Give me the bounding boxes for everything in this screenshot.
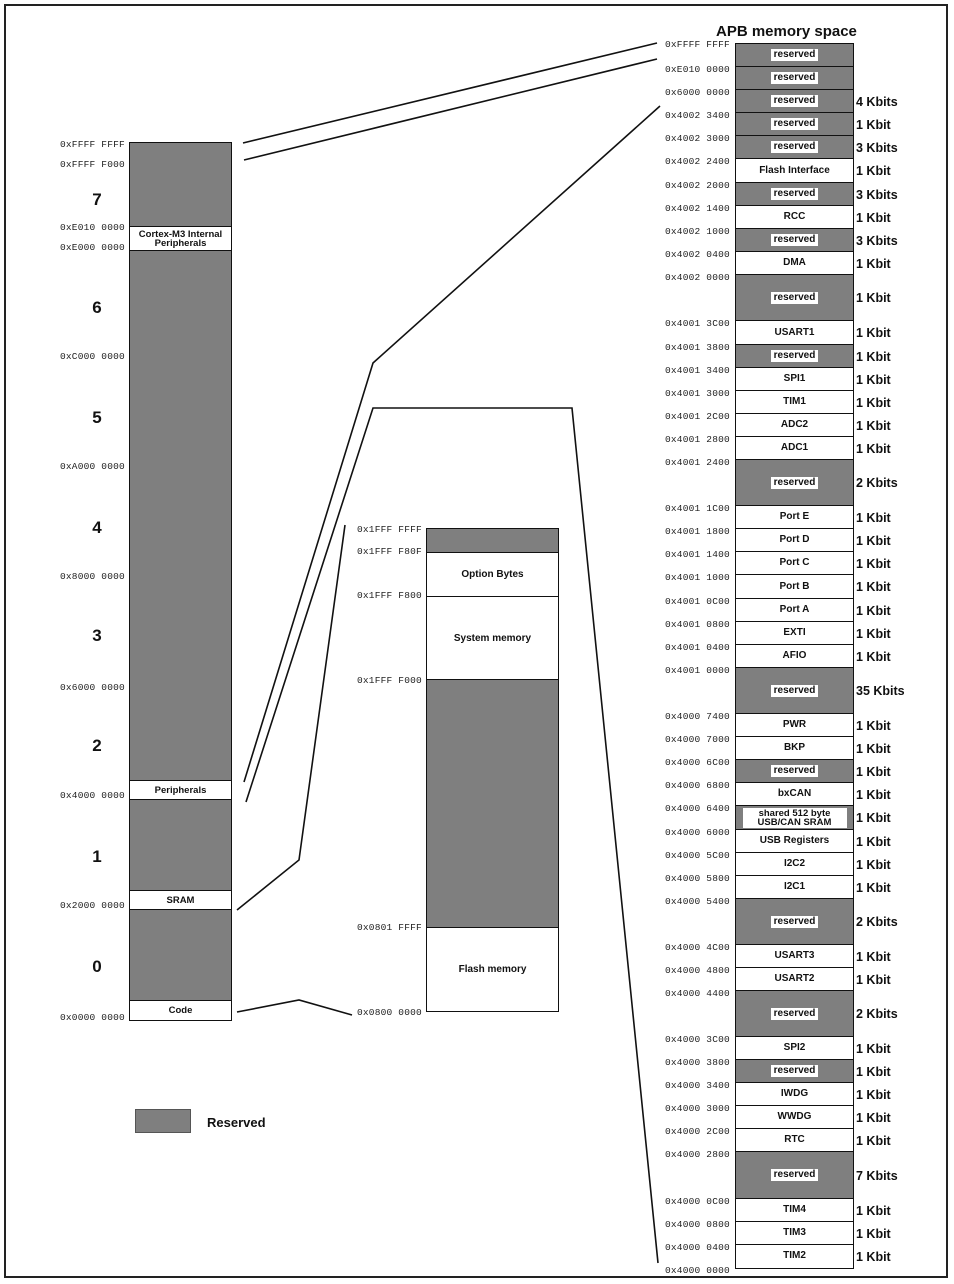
- apb-block-iwdg: [735, 1082, 854, 1107]
- region-number-0: 0: [92, 957, 102, 976]
- apb-block-label: Port B: [779, 580, 810, 592]
- apb-block-label: TIM4: [783, 1204, 806, 1216]
- apb-block-size: 1 Kbit: [856, 418, 891, 433]
- apb-block-size: 1 Kbit: [856, 1249, 891, 1264]
- apb-address-label: 0x4002 2000: [665, 180, 730, 191]
- region-number-2: 2: [92, 736, 102, 755]
- apb-address-label: 0x4001 1C00: [665, 503, 730, 514]
- apb-address-label: 0x4000 5800: [665, 873, 730, 884]
- apb-block-afio: [735, 644, 854, 669]
- apb-block-reserved: [735, 43, 854, 68]
- main-address-label: 0xE010 0000: [60, 222, 125, 233]
- connector-code: [237, 1000, 352, 1015]
- apb-address-label: 0x4001 3000: [665, 388, 730, 399]
- apb-block-label: I2C1: [783, 881, 806, 893]
- main-address-label: 0xFFFF F000: [60, 159, 125, 170]
- apb-block-label: reserved: [771, 188, 819, 200]
- apb-block-label: AFIO: [782, 650, 807, 662]
- apb-block-reserved: [735, 135, 854, 160]
- apb-block-label: RCC: [783, 211, 806, 223]
- apb-block-size: 1 Kbit: [856, 880, 891, 895]
- apb-block-reserved: [735, 459, 854, 507]
- apb-block-size: 1 Kbit: [856, 164, 891, 178]
- apb-block-reserved: [735, 89, 854, 114]
- apb-block-reserved: [735, 344, 854, 369]
- apb-block-dma: [735, 251, 854, 276]
- apb-address-label: 0x4001 0400: [665, 642, 730, 653]
- apb-block-label: USART1: [774, 326, 815, 338]
- apb-address-label: 0x4001 1400: [665, 549, 730, 560]
- apb-block-size: 1 Kbit: [856, 603, 891, 618]
- apb-block-usart1: [735, 320, 854, 346]
- apb-block-size: 3 Kbits: [856, 140, 898, 155]
- apb-block-label: reserved: [771, 1008, 819, 1020]
- apb-address-label: 0x4002 3400: [665, 110, 730, 121]
- apb-block-label: reserved: [771, 141, 819, 153]
- apb-address-label: 0x4000 3400: [665, 1080, 730, 1091]
- apb-block-size: 1 Kbit: [856, 811, 891, 825]
- region-number-5: 5: [92, 408, 102, 427]
- main-address-label: 0x8000 0000: [60, 571, 125, 582]
- apb-address-label: 0x4002 1400: [665, 203, 730, 214]
- apb-block-label: Port A: [779, 604, 810, 616]
- apb-block-label: reserved: [771, 72, 819, 84]
- apb-block-rcc: [735, 205, 854, 230]
- apb-block-shared-512-byte-usb-can-sram: [735, 805, 854, 831]
- apb-block-label: ADC2: [780, 419, 809, 431]
- apb-block-size: 1 Kbit: [856, 395, 891, 410]
- apb-address-label: 0x4001 0C00: [665, 596, 730, 607]
- apb-block-flash-interface: [735, 158, 854, 184]
- apb-block-label: I2C2: [783, 858, 806, 870]
- sram-label: SRAM: [166, 894, 195, 906]
- apb-block-size: 1 Kbit: [856, 1064, 891, 1079]
- code-addr-1fffffff: 0x1FFF FFFF: [357, 524, 422, 535]
- main-address-label: 0xC000 0000: [60, 351, 125, 362]
- apb-address-label: 0x4001 2400: [665, 457, 730, 468]
- apb-address-label: 0x4000 7400: [665, 711, 730, 722]
- code-block-flash-memory: [426, 927, 559, 1012]
- apb-block-tim3: [735, 1221, 854, 1246]
- code-addr-1ffff800: 0x1FFF F800: [357, 590, 422, 601]
- code-reserved-top: [426, 528, 559, 554]
- main-reserved-lower: [129, 909, 232, 1002]
- apb-address-label: 0x4000 7000: [665, 734, 730, 745]
- apb-block-reserved: [735, 898, 854, 946]
- apb-block-spi2: [735, 1036, 854, 1061]
- apb-block-size: 1 Kbit: [856, 834, 891, 849]
- main-reserved-middle: [129, 799, 232, 892]
- region-number-7: 7: [92, 190, 102, 209]
- apb-block-label: USB Registers: [759, 835, 830, 847]
- apb-block-tim4: [735, 1198, 854, 1223]
- main-address-label: 0x2000 0000: [60, 900, 125, 911]
- main-block-cortex-m3-peripherals: [129, 226, 232, 252]
- apb-block-size: 1 Kbit: [856, 1087, 891, 1102]
- apb-block-reserved: [735, 112, 854, 137]
- apb-block-label: DMA: [783, 257, 806, 269]
- main-address-label: 0xA000 0000: [60, 461, 125, 472]
- apb-block-size: 1 Kbit: [856, 533, 891, 548]
- apb-block-label: bxCAN: [777, 788, 812, 800]
- flash-memory-label: Flash memory: [458, 963, 527, 975]
- apb-address-label: 0x4000 2800: [665, 1149, 730, 1160]
- apb-address-label: 0x4000 4800: [665, 965, 730, 976]
- apb-address-label: 0x4002 0000: [665, 272, 730, 283]
- apb-address-label: 0x4000 5400: [665, 896, 730, 907]
- main-block-code: [129, 1000, 232, 1021]
- apb-block-adc1: [735, 436, 854, 461]
- apb-block-port-e: [735, 505, 854, 530]
- apb-address-label: 0xE010 0000: [665, 64, 730, 75]
- connector-top-1: [243, 43, 657, 143]
- apb-address-label: 0x4000 4C00: [665, 942, 730, 953]
- code-addr-1ffff000: 0x1FFF F000: [357, 675, 422, 686]
- apb-block-size: 3 Kbits: [856, 233, 898, 248]
- apb-block-label: reserved: [771, 765, 819, 777]
- apb-block-port-a: [735, 598, 854, 623]
- apb-block-i2c2: [735, 852, 854, 877]
- apb-block-bxcan: [735, 782, 854, 807]
- apb-block-label: USART3: [774, 950, 815, 962]
- apb-block-size: 2 Kbits: [856, 1007, 898, 1021]
- apb-address-label: 0x4000 5C00: [665, 850, 730, 861]
- system-memory-label: System memory: [453, 632, 532, 644]
- apb-block-reserved: [735, 759, 854, 784]
- apb-block-size: 7 Kbits: [856, 1168, 898, 1183]
- legend-reserved-label: Reserved: [207, 1115, 266, 1130]
- apb-block-pwr: [735, 713, 854, 738]
- apb-block-label: reserved: [771, 234, 819, 246]
- region-number-6: 6: [92, 298, 102, 317]
- apb-block-label: reserved: [771, 1065, 819, 1077]
- code-addr-1ffff80f: 0x1FFF F80F: [357, 546, 422, 557]
- apb-block-label: reserved: [771, 292, 819, 304]
- apb-block-label: TIM2: [783, 1250, 806, 1262]
- apb-block-reserved: [735, 667, 854, 715]
- apb-block-port-c: [735, 551, 854, 576]
- apb-address-label: 0x4002 2400: [665, 156, 730, 167]
- apb-block-size: 1 Kbit: [856, 718, 891, 733]
- apb-address-label: 0x4000 0000: [665, 1265, 730, 1276]
- apb-address-label: 0x4001 3400: [665, 365, 730, 376]
- apb-block-size: 1 Kbit: [856, 372, 891, 387]
- apb-address-label: 0x4001 2C00: [665, 411, 730, 422]
- apb-title: APB memory space: [716, 23, 857, 40]
- apb-block-label: reserved: [771, 118, 819, 130]
- apb-block-label: RTC: [784, 1134, 805, 1146]
- apb-block-label: Port D: [779, 534, 810, 546]
- apb-address-label: 0x4001 3C00: [665, 318, 730, 329]
- apb-address-label: 0x4001 1000: [665, 572, 730, 583]
- apb-block-usb-registers: [735, 829, 854, 854]
- apb-block-tim1: [735, 390, 854, 415]
- apb-block-spi1: [735, 367, 854, 392]
- apb-block-exti: [735, 621, 854, 646]
- apb-address-label: 0x4001 0000: [665, 665, 730, 676]
- apb-block-usart2: [735, 967, 854, 992]
- apb-address-label: 0x4000 0400: [665, 1242, 730, 1253]
- apb-address-label: 0x4002 0400: [665, 249, 730, 260]
- apb-block-size: 1 Kbit: [856, 510, 891, 525]
- apb-address-label: 0xFFFF FFFF: [665, 39, 730, 50]
- apb-block-label: reserved: [771, 95, 819, 107]
- apb-block-label: ADC1: [780, 442, 809, 454]
- apb-block-reserved: [735, 66, 854, 91]
- apb-block-label: reserved: [771, 49, 819, 61]
- apb-address-label: 0x4000 3C00: [665, 1034, 730, 1045]
- apb-block-label: PWR: [782, 719, 807, 731]
- apb-block-size: 1 Kbit: [856, 441, 891, 456]
- apb-address-label: 0x4000 2C00: [665, 1126, 730, 1137]
- apb-block-label: reserved: [771, 685, 819, 697]
- apb-address-label: 0x4002 1000: [665, 226, 730, 237]
- apb-block-label: BKP: [783, 742, 806, 754]
- apb-address-label: 0x4000 6000: [665, 827, 730, 838]
- apb-address-label: 0x4000 3000: [665, 1103, 730, 1114]
- main-block-sram: [129, 890, 232, 911]
- apb-block-size: 1 Kbit: [856, 349, 891, 364]
- code-label: Code: [168, 1004, 193, 1016]
- code-reserved-middle: [426, 679, 559, 929]
- code-block-system-memory: [426, 596, 559, 681]
- apb-block-port-d: [735, 528, 854, 553]
- apb-block-size: 1 Kbit: [856, 649, 891, 664]
- apb-block-label: IWDG: [780, 1088, 809, 1100]
- apb-address-label: 0x4001 1800: [665, 526, 730, 537]
- apb-block-label: Port E: [779, 511, 810, 523]
- main-reserved-upper: [129, 250, 232, 782]
- legend-reserved-swatch: [135, 1109, 191, 1133]
- apb-block-label: reserved: [771, 1169, 819, 1181]
- code-block-option-bytes: [426, 552, 559, 598]
- region-number-1: 1: [92, 847, 102, 866]
- apb-block-size: 1 Kbit: [856, 326, 891, 340]
- apb-address-label: 0x4002 3000: [665, 133, 730, 144]
- peripherals-label: Peripherals: [154, 784, 207, 796]
- apb-address-label: 0x4000 6C00: [665, 757, 730, 768]
- apb-address-label: 0x4000 3800: [665, 1057, 730, 1068]
- apb-block-size: 1 Kbit: [856, 764, 891, 779]
- code-addr-0801ffff: 0x0801 FFFF: [357, 922, 422, 933]
- option-bytes-label: Option Bytes: [461, 569, 524, 580]
- apb-block-reserved: [735, 1059, 854, 1084]
- apb-block-label: Port C: [779, 557, 810, 569]
- apb-address-label: 0x4001 2800: [665, 434, 730, 445]
- apb-block-label: WWDG: [777, 1111, 812, 1123]
- apb-block-label: USART2: [774, 973, 815, 985]
- apb-block-wwdg: [735, 1105, 854, 1130]
- main-address-label: 0xE000 0000: [60, 242, 125, 253]
- apb-block-rtc: [735, 1128, 854, 1153]
- apb-block-usart3: [735, 944, 854, 969]
- cortex-label: Cortex-M3 Internal Peripherals: [138, 228, 223, 249]
- apb-block-size: 1 Kbit: [856, 626, 891, 641]
- apb-block-label: EXTI: [783, 627, 806, 639]
- apb-block-reserved: [735, 990, 854, 1038]
- apb-block-size: 4 Kbits: [856, 94, 898, 109]
- apb-block-reserved: [735, 274, 854, 322]
- apb-block-size: 1 Kbit: [856, 1226, 891, 1241]
- apb-block-reserved: [735, 182, 854, 207]
- main-address-label: 0x0000 0000: [60, 1012, 125, 1023]
- apb-block-label: shared 512 byte USB/CAN SRAM: [743, 808, 847, 828]
- main-address-label: 0x4000 0000: [60, 790, 125, 801]
- apb-block-label: reserved: [771, 350, 819, 362]
- apb-address-label: 0x4000 6400: [665, 803, 730, 814]
- apb-block-size: 1 Kbit: [856, 1041, 891, 1056]
- main-reserved-top: [129, 142, 232, 228]
- apb-block-size: 3 Kbits: [856, 187, 898, 202]
- apb-block-reserved: [735, 1151, 854, 1200]
- apb-block-tim2: [735, 1244, 854, 1269]
- apb-block-size: 1 Kbit: [856, 1110, 891, 1125]
- apb-address-label: 0x4000 0C00: [665, 1196, 730, 1207]
- apb-address-label: 0x6000 0000: [665, 87, 730, 98]
- main-block-peripherals: [129, 780, 232, 801]
- apb-block-size: 1 Kbit: [856, 787, 891, 802]
- apb-block-size: 1 Kbit: [856, 1203, 891, 1218]
- apb-block-size: 1 Kbit: [856, 556, 891, 571]
- apb-block-label: Flash Interface: [759, 164, 830, 176]
- connector-top-2: [244, 59, 657, 160]
- apb-block-label: SPI1: [783, 373, 806, 385]
- apb-block-i2c1: [735, 875, 854, 900]
- apb-block-label: TIM1: [783, 396, 806, 408]
- connector-sram: [237, 525, 345, 910]
- code-addr-08000000: 0x0800 0000: [357, 1007, 422, 1018]
- region-number-4: 4: [92, 518, 102, 537]
- apb-block-size: 1 Kbit: [856, 741, 891, 756]
- apb-block-size: 1 Kbit: [856, 1133, 891, 1148]
- apb-block-size: 1 Kbit: [856, 949, 891, 964]
- apb-block-size: 1 Kbit: [856, 291, 891, 305]
- apb-block-reserved: [735, 228, 854, 253]
- apb-block-adc2: [735, 413, 854, 438]
- apb-address-label: 0x4000 6800: [665, 780, 730, 791]
- apb-block-size: 2 Kbits: [856, 915, 898, 929]
- apb-address-label: 0x4000 0800: [665, 1219, 730, 1230]
- apb-block-bkp: [735, 736, 854, 761]
- apb-block-size: 1 Kbit: [856, 857, 891, 872]
- apb-block-size: 1 Kbit: [856, 210, 891, 225]
- apb-address-label: 0x4001 0800: [665, 619, 730, 630]
- apb-block-port-b: [735, 574, 854, 600]
- apb-block-label: reserved: [771, 477, 819, 489]
- apb-address-label: 0x4001 3800: [665, 342, 730, 353]
- apb-block-size: 1 Kbit: [856, 256, 891, 271]
- main-address-label: 0x6000 0000: [60, 682, 125, 693]
- apb-block-label: SPI2: [783, 1042, 806, 1054]
- apb-block-size: 1 Kbit: [856, 117, 891, 132]
- apb-block-size: 2 Kbits: [856, 476, 898, 490]
- apb-block-label: TIM3: [783, 1227, 806, 1239]
- main-address-label: 0xFFFF FFFF: [60, 139, 125, 150]
- apb-address-label: 0x4000 4400: [665, 988, 730, 999]
- apb-block-size: 1 Kbit: [856, 580, 891, 594]
- apb-block-label: reserved: [771, 916, 819, 928]
- apb-block-size: 35 Kbits: [856, 684, 905, 698]
- region-number-3: 3: [92, 626, 102, 645]
- apb-block-size: 1 Kbit: [856, 972, 891, 987]
